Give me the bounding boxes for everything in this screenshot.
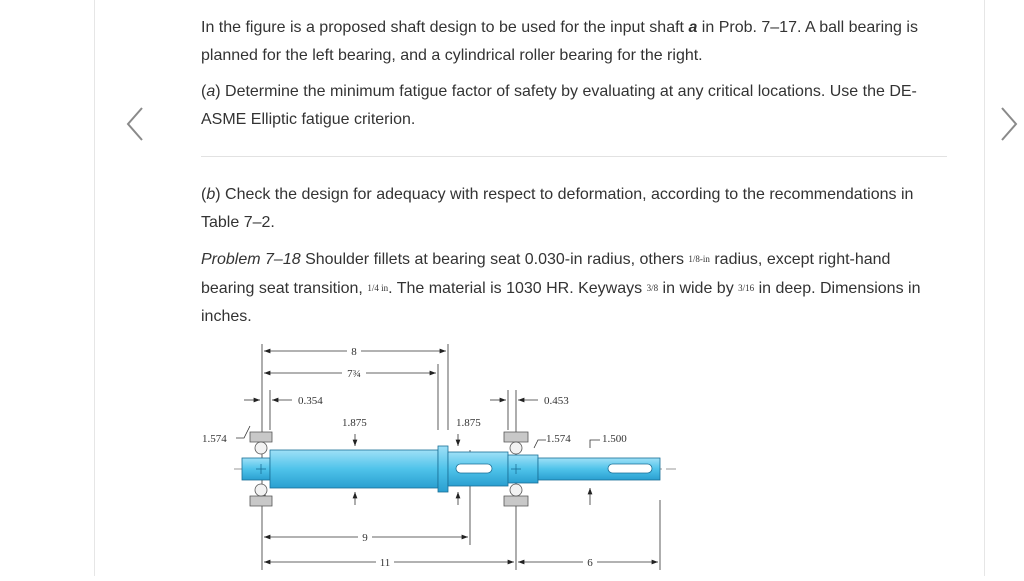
- dim-7-3-4: 7¾: [347, 368, 361, 380]
- shaft-figure: [196, 336, 696, 576]
- question-content: [201, 14, 947, 339]
- intro-paragraph: In the figure is a proposed shaft design to be used for the input shaft a in Prob. 7–17. A ball bearing is planned for the left bearing, and a cylindrical roller bearing for the right.: [201, 19, 918, 64]
- dim-8: 8: [351, 346, 357, 358]
- problem-paragraph: Problem 7–18 Shoulder fillets at bearing seat 0.030-in radius, others 1/8-in radius, except right-hand bearing seat transition, 1/4 in. The material is 1030 HR. Keyways 3/8 in wide by 3/16 in deep. Dimensions in inches.: [201, 251, 921, 325]
- part-a-paragraph: (a) Determine the minimum fatigue factor of safety by evaluating at any critical locations. Use the DE-ASME Elliptic fatigue criterion.: [201, 83, 917, 128]
- dim-9: 9: [362, 532, 368, 544]
- dim-0354: 0.354: [298, 395, 323, 407]
- previous-button[interactable]: [116, 104, 156, 144]
- chevron-right-icon: [990, 104, 1024, 144]
- dim-1574-right: 1.574: [546, 433, 571, 445]
- chevron-left-icon: [116, 104, 156, 144]
- dim-1574-left: 1.574: [202, 433, 227, 445]
- section-divider: [201, 156, 947, 157]
- dim-0453: 0.453: [544, 395, 569, 407]
- dim-6: 6: [587, 557, 593, 569]
- shaft: [242, 446, 660, 492]
- left-divider: [94, 0, 95, 576]
- dim-1875-b: 1.875: [456, 417, 481, 429]
- shaft-drawing: [196, 336, 696, 576]
- dim-1875-a: 1.875: [342, 417, 367, 429]
- part-b-paragraph: (b) Check the design for adequacy with respect to deformation, according to the recommendations in Table 7–2.: [201, 186, 914, 231]
- dim-1500: 1.500: [602, 433, 627, 445]
- next-button[interactable]: [990, 104, 1024, 144]
- dim-11: 11: [379, 557, 391, 569]
- right-divider: [984, 0, 985, 576]
